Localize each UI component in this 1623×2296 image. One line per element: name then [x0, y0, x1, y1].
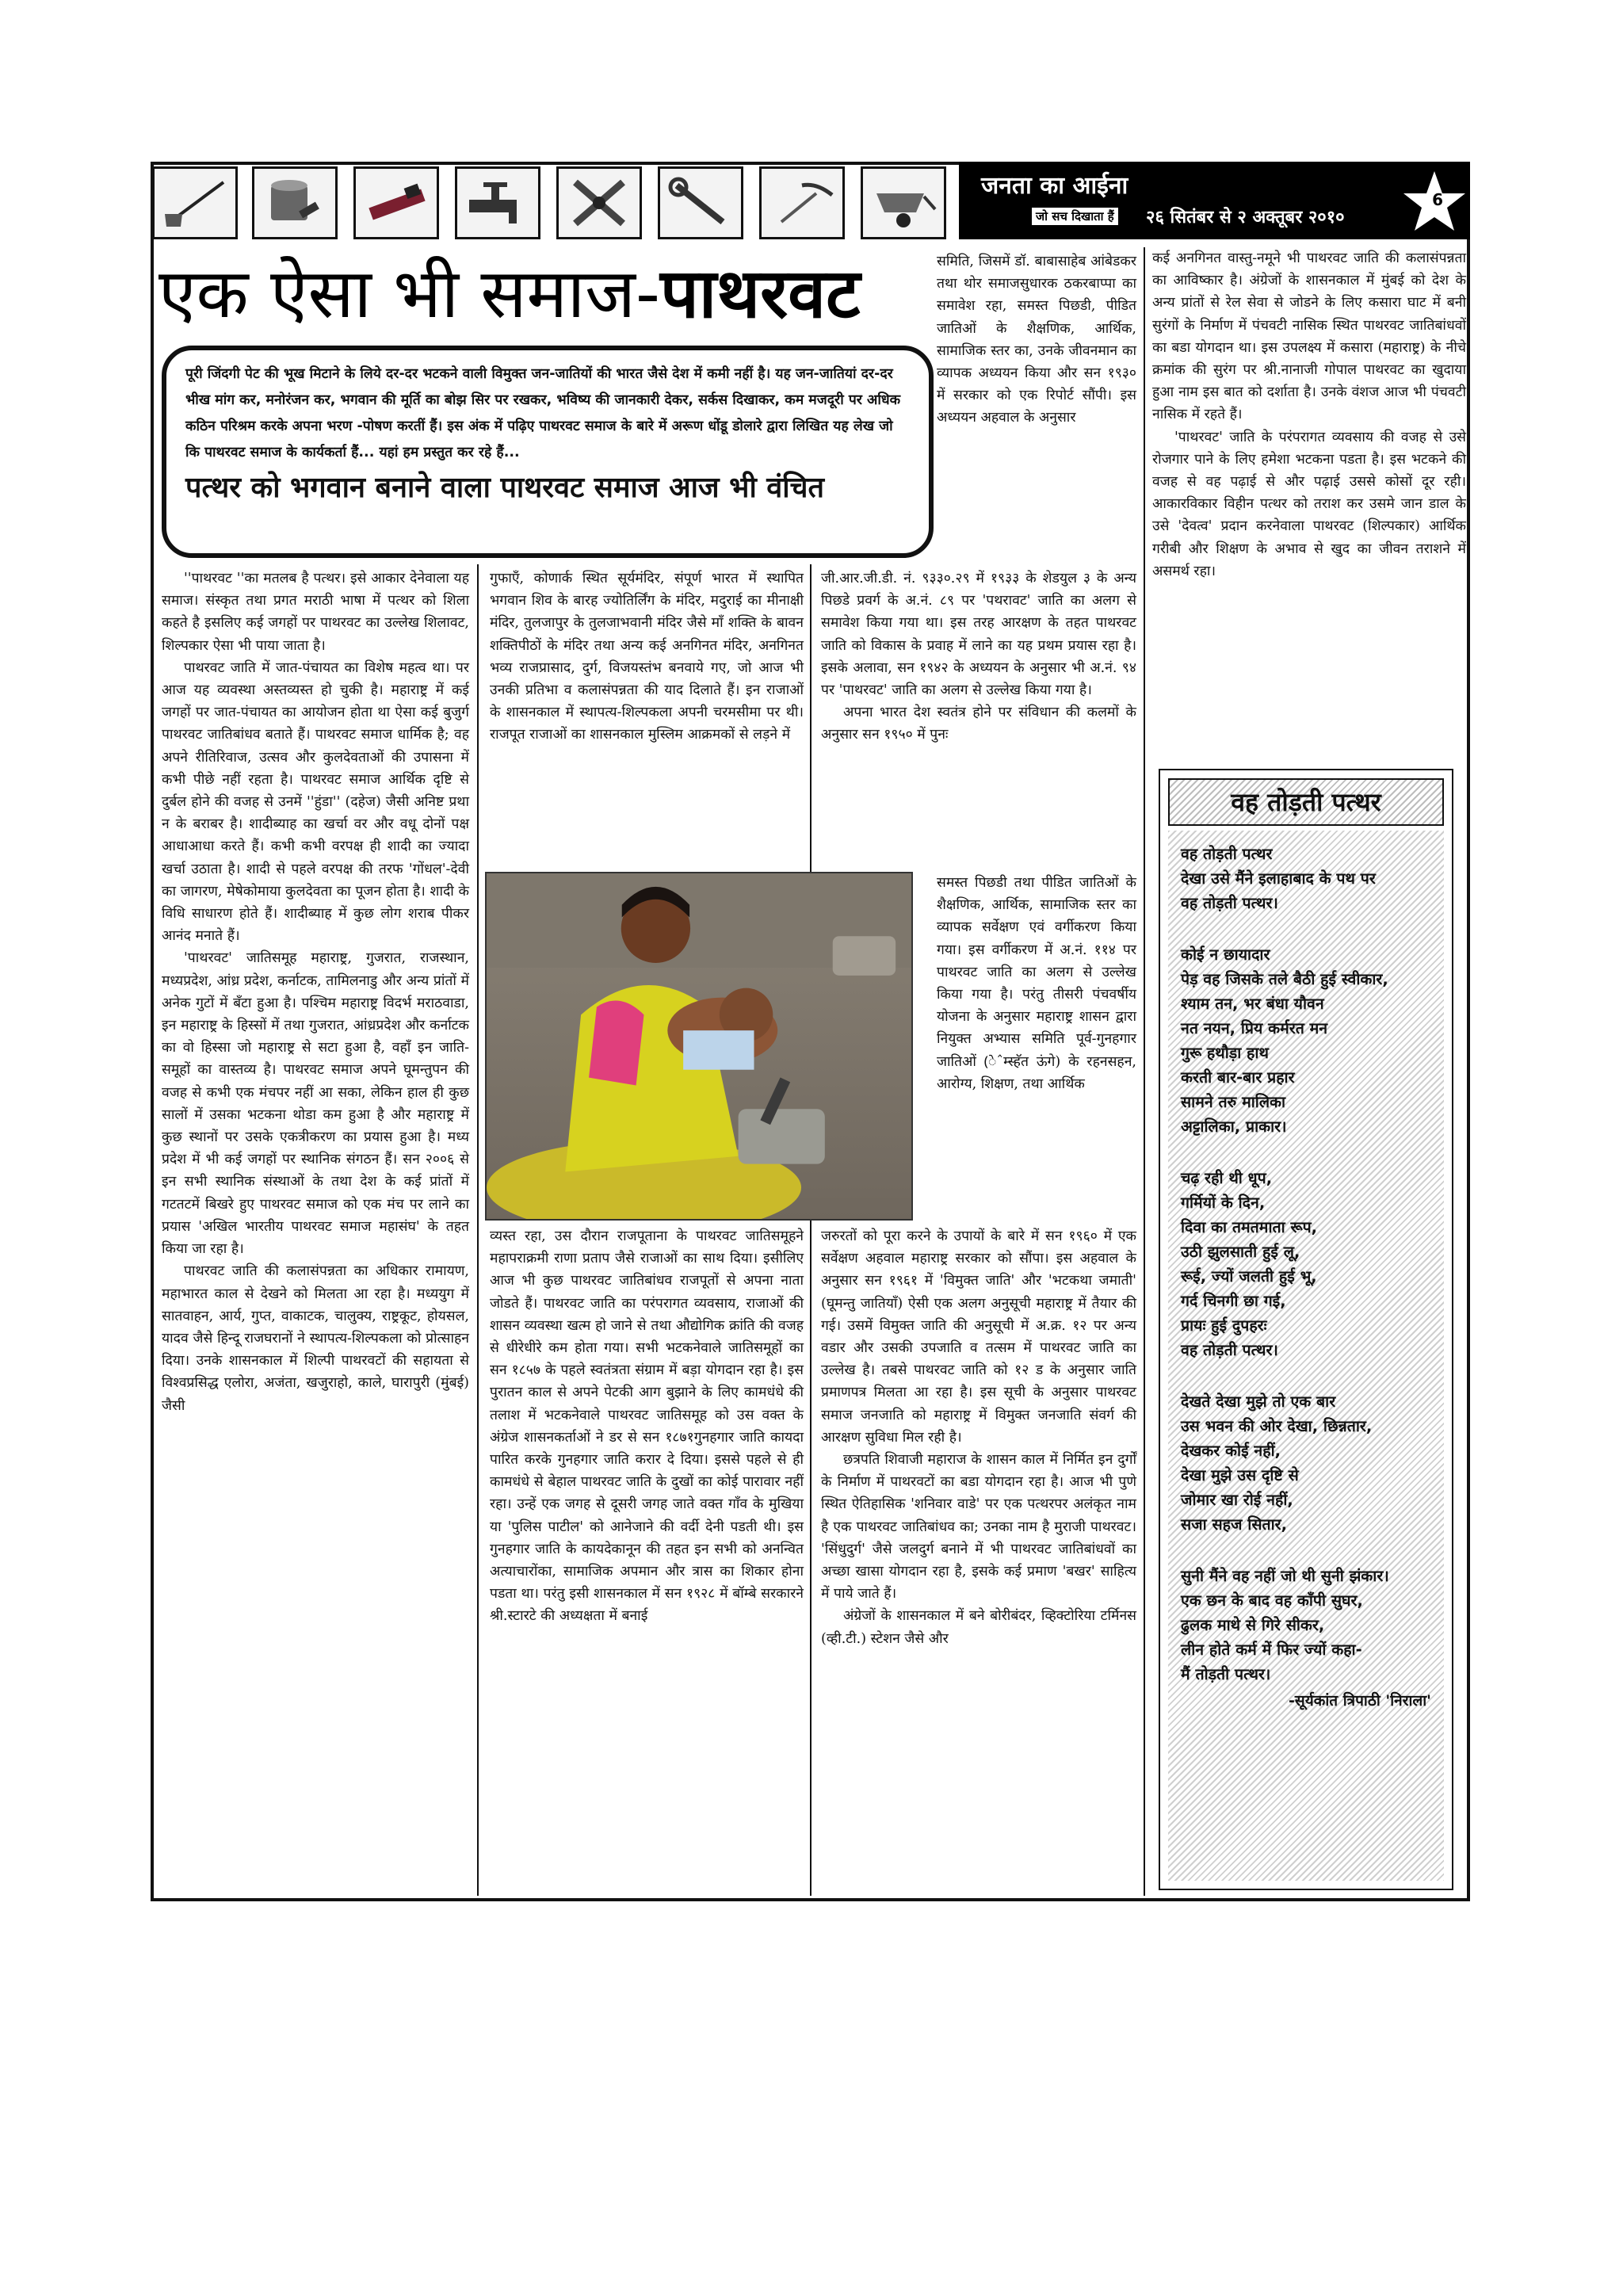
paragraph: जरुरतों को पूरा करने के उपायों के बारे में सन १९६० में एक सर्वेक्षण अहवाल महाराष्ट्र सरकार को सौंपा। इस अहवाल के अनुसार सन १९६१ में 'विमुक्त जाति' और 'भटकथा जमाती' (घूमन्तु जातियाँ) ऐसी एक अलग अनुसूची महाराष्ट्र में तैयार की गई। उसमें विमुक्त जाति की अनुसूची में अ.क्र. १२ पर अन्य वडार और उसकी उपजाति व तत्सम में पाथरवट जाति का उल्लेख है। तबसे पाथरवट जाति को १२ ड के अनुसार जाति प्रमाणपत्र मिलता आ रहा है। इस सूची के अनुसार पाथरवट समाज जनजाति को महाराष्ट्र में विमुक्त जनजाति संवर्ग की आरक्षण सुविधा मिल रही है।: [821, 1228, 1136, 1446]
poem-stanza: कोई न छायादार पेड़ वह जिसके तले बैठी हुई स्वीकार, श्याम तन, भर बंधा यौवन नत नयन, प्रिय कर्मरत मन गुरू हथौड़ा हाथ करती बार-बार प्रहार सामने तरु मालिका अट्टालिका, प्राकार।: [1181, 946, 1388, 1136]
tools-icon: [556, 166, 642, 239]
column-rule: [1144, 247, 1145, 1896]
column-rule: [477, 564, 479, 1896]
article-column-3-mid: [821, 567, 1136, 747]
article-column-3-bottom: [821, 1225, 1136, 1650]
paragraph: अपना भारत देश स्वतंत्र होने पर संविधान की कलमों के अनुसार सन १९५० में पुनः: [821, 705, 1136, 743]
paragraph: ''पाथरवट ''का मतलब है पत्थर। इसे आकार देनेवाला यह समाज। संस्कृत तथा प्रगत मराठी भाषा में पत्थर को शिला कहते है इसलिए कई जगहों पर पाथरवट का उल्लेख शिलावट, शिल्पकार ऐसा भी पाया जाता है।: [162, 571, 469, 654]
poem-title: वह तोड़ती पत्थर: [1168, 778, 1444, 826]
article-column-4: [1152, 247, 1466, 583]
poem-stanza: चढ़ रही थी धूप, गर्मियों के दिन, दिवा का तमतमाता रूप, उठी झुलसाती हुई लू, रूई, ज्यों जलती हुई भू, गर्द चिनगी छा गई, प्रायः हुई दुपहरः वह तोड़ती पत्थर।: [1181, 1169, 1318, 1359]
poem-author: -सूर्यकांत त्रिपाठी 'निराला': [1289, 1692, 1431, 1710]
wrench-icon: [658, 166, 743, 239]
paragraph: पाथरवट जाति की कलासंपन्नता का अधिकार रामायण, महाभारत काल से देखने को मिलता आ रहा है। मध्ययुग में सातवाहन, आर्य, गुप्त, वाकाटक, चालुक्य, राष्ट्रकूट, होयसल, यादव जैसे हिन्दू राजघरानों ने स्थापत्य-शिल्पकला को प्रोत्साहन दिया। उनके शासनकाल में शिल्पी पाथरवटों की सहायता से विश्वप्रसिद्ध एलोरा, अजंता, खजुराहो, काले, घारापुरी (मुंबई) जैसी: [162, 1263, 469, 1414]
poem-stanza: सुनी मैंने वह नहीं जो थी सुनी झंकार। एक छन के बाद वह काँपी सुघर, ढुलक माथे से गिरे सीकर, लीन होते कर्म में फिर ज्यों कहा- मैं तोड़ती पत्थर।: [1181, 1567, 1389, 1683]
paragraph: पाथरवट जाति में जात-पंचायत का विशेष महत्व था। पर आज यह व्यवस्था अस्तव्यस्त हो चुकी है। महाराष्ट्र में कई जगहों पर जात-पंचायत का आयोजन होता था ऐसा कई बुजुर्ग पाथरवट जातिबांधव बताते हैं। पाथरवट समाज धार्मिक है; वह अपने रीतिरिवाज, उत्सव और कुलदेवताओं की उपासना में कभी पीछे नहीं रहता है। पाथरवट समाज आर्थिक दृष्टि से दुर्बल होने की वजह से उनमें ''हुंडा'' (दहेज) जैसी अनिष्ट प्रथा न के बराबर है। शादीब्याह का खर्चा वर और वधू दोनों पक्ष आधाआधा करते हैं। कभी कभी वरपक्ष ही शादी का ज्यादा खर्चा उठाता है। शादी से पहले वरपक्ष की तरफ 'गोंधल'-देवी का जागरण, मेषेकोमाया कुलदेवता का पूजन होता है। शादी के विधि साधारण होते हैं। शादीब्याह में कुछ लोग शराब पीकर आनंद मनाते हैं।: [162, 659, 469, 945]
paragraph: समस्त पिछडी तथा पीडित जातिओं के शैक्षणिक, आर्थिक, सामाजिक स्तर का व्यापक सर्वेक्षण एवं वर्गीकरण किया गया। इस वर्गीकरण में अ.नं. ११४ पर पाथरवट जाति का अलग से उल्लेख किया गया है। परंतु तीसरी पंचवर्षीय योजना के अनुसार महाराष्ट्र शासन द्वारा नियुक्त अभ्यास समिति पूर्व-गुनहगार जातिओं (ेˆम्स्हॅत ऊंगे) के रहनसहन, आरोग्य, शिक्षण, तथा आर्थिक: [937, 875, 1136, 1092]
paragraph: छत्रपति शिवाजी महाराज के शासन काल में निर्मित इन दुर्गों के निर्माण में पाथरवटों का बडा योगदान रहा है। आज भी पुणे स्थित ऐतिहासिक 'शनिवार वाडे' पर एक पत्थरपर अलंकृत नाम है एक पाथरवट जातिबांधव का; उनका नाम है मुराजी पाथरवट। 'सिंधुदुर्ग' जैसे जलदुर्ग बनाने में भी पाथरवट जातिबांधवों का अच्छा खासा योगदान रहा है, इसके कई प्रमाण 'बखर' साहित्य में पाये जाते हैं।: [821, 1452, 1136, 1603]
paragraph: कई अनगिनत वास्तु-नमूने भी पाथरवट जाति की कलासंपन्नता का आविष्कार है। अंग्रेजों के शासनकाल में मुंबई को देश के अन्य प्रांतों से रेल सेवा से जोडने के लिए कसारा घाट में बनी सुरंगों के निर्माण में पंचवटी नासिक स्थित पाथरवट जातिबांधवों का बडा योगदान था। इस उपलक्ष्य में कसारा (महाराष्ट्र) के नीचे क्रमांक की सुरंग पर श्री.नानाजी गोपाल पाथरवट का खुदाया हुआ नाम इस बात को दर्शाता है। उनके वंशज आज भी पंचवटी नासिक में रहते हैं।: [1152, 250, 1466, 423]
newspaper-tagline: जो सच दिखाता हैं: [1032, 208, 1118, 225]
paragraph: 'पाथरवट' जातिसमूह महाराष्ट्र, गुजरात, राजस्थान, मध्यप्रदेश, आंध्र प्रदेश, कर्नाटक, तामिलनाडु और अन्य प्रांतों में अनेक गुटों में बँटा हुआ है। पश्चिम महाराष्ट्र विदर्भ मराठवाडा, इन महाराष्ट्र के हिस्सों में तथा गुजरात, आंध्रप्रदेश और कर्नाटक का वो हिस्सा जो महाराष्ट्र से सटा हुआ है, वहाँ इन जाति-समूहों का वास्तव्य है। पाथरवट समाज अपने घूमन्तुपन की वजह से कभी एक मंचपर नहीं आ सका, लेकिन हाल ही कुछ सालों में उसका भटकना थोडा कम हुआ है और महाराष्ट्र में कुछ स्थानों पर उसके एकत्रीकरण का प्रयास हुआ है। मध्य प्रदेश में भी कई जगहों पर स्थानिक संगठन हैं। सन २००६ से इन सभी स्थानिक संस्थाओं के तथा देश के कई प्रांतों में गटतटमें बिखरे हुए पाथरवट समाज को एक मंच पर लाने का प्रयास 'अखिल भारतीय पाथरवट समाज महासंघ' के तहत किया जा रहा है।: [162, 950, 469, 1258]
article-column-1: [162, 567, 469, 1417]
article-column-2-top: [490, 567, 804, 747]
page-number: 6: [1432, 190, 1443, 209]
paragraph: समिति, जिसमें डॉ. बाबासाहेब आंबेडकर तथा थोर समाजसुधारक ठकरबाप्पा का समावेश रहा, समस्त पिछडी, पीडित जातिओं के शैक्षणिक, आर्थिक, सामाजिक स्तर का, उनके जीवनमान का व्यापक अध्ययन किया और सन १९३० में सरकार को एक रिपोर्ट सौंपी। इस अध्ययन अहवाल के अनुसार: [937, 254, 1136, 426]
poem-box: [1159, 769, 1453, 1890]
paragraph: अंग्रेजों के शासनकाल में बने बोरीबंदर, व्हिक्टोरिया टर्मिनस (व्ही.टी.) स्टेशन जैसे और: [821, 1608, 1136, 1647]
hoe-icon: [152, 166, 238, 239]
newspaper-title: जनता का आईना: [981, 172, 1128, 200]
issue-date: २६ सितंबर से २ अक्तूबर २०१०: [1146, 208, 1345, 227]
article-column-3-top: [937, 250, 1136, 430]
article-column-3-beside-photo: [937, 872, 1136, 1095]
poem-stanza: देखते देखा मुझे तो एक बार उस भवन की ओर देखा, छिन्नतार, देखकर कोई नहीं, देखा मुझे उस दृष्टि से जोमार खा रोई नहीं, सजा सहज सितार,: [1181, 1392, 1373, 1534]
column-rule: [810, 564, 812, 1896]
paragraph: 'पाथरवट' जाति के परंपरागत व्यवसाय की वजह से उसे रोजगार पाने के लिए हमेशा भटकना पडता है। इस भटकने की वजह से वह पढ़ाई से और पढ़ाई उससे कोसों दूर रही। आकारविकार विहीन पत्थर को तराश कर उसमे जान डाल के उसे 'देवत्व' प्रदान करनेवाला पाथरवट (शिल्पकार) आर्थिक गरीबी और शिक्षण के अभाव से खुद का जीवन तराशने में असमर्थ रहा।: [1152, 429, 1466, 579]
paragraph: जी.आर.जी.डी. नं. ९३३०.२९ में १९३३ के शेडयुल ३ के अन्य पिछडे प्रवर्ग के अ.नं. ८९ पर 'पथरावट' जाति का अलग से समावेश किया गया था। इस तरह आरक्षण के तहत पाथरवट जाति को विकास के प्रवाह में लाने का यह प्रथम प्रयास रहा है। इसके अलावा, सन १९४२ के अध्ययन के अनुसार भी अ.नं. ९४ पर 'पाथरवट' जाति का अलग से उल्लेख किया गया है।: [821, 571, 1136, 699]
wheelbarrow-icon: [861, 166, 946, 239]
headline: पत्थर को भगवान बनाने वाला पाथरवट समाज आज भी वंचित: [185, 472, 825, 504]
article-column-2-bottom: [490, 1225, 804, 1628]
poem-stanza: वह तोड़ती पत्थर देखा उसे मैंने इलाहाबाद के पथ पर वह तोड़ती पत्थर।: [1181, 845, 1376, 912]
paint-bucket-icon: [252, 166, 338, 239]
lead-box: [162, 346, 934, 558]
article-title-part2: पाथरवट: [660, 254, 861, 334]
water-tap-icon: [455, 166, 540, 239]
article-title: [158, 250, 919, 338]
pickaxe-icon: [759, 166, 845, 239]
poem-body: [1168, 831, 1444, 1881]
paragraph: गुफाएँ, कोणार्क स्थित सूर्यमंदिर, संपूर्ण भारत में स्थापित भगवान शिव के बारह ज्योतिर्लिंग के मंदिर, मदुराई का मीनाक्षी मंदिर, तुलजापुर के तुलजाभवानी मंदिर जैसे माँ शक्ति के बावन शक्तिपीठों के मंदिर तथा अन्य कई अनगिनत मंदिर, अनगिनत भव्य राजप्रासाद, दुर्ग, विजयस्तंभ बनवाये गए, जो आज भी उनकी प्रतिभा व कलासंपन्नता की याद दिलाते हैं। इन राजाओं के शासनकाल में स्थापत्य-शिल्पकला अपनी चरमसीमा पर थी। राजपूत राजाओं का शासनकाल मुस्लिम आक्रमकों से लड़ने में: [490, 571, 804, 743]
chisel-icon: [353, 166, 439, 239]
paragraph: व्यस्त रहा, उस दौरान राजपूताना के पाथरवट जातिसमूहने महापराक्रमी राणा प्रताप जैसे राजाओं का साथ दिया। इसीलिए आज भी कुछ पाथरवट जातिबांधव राजपूतों से अपना नाता जोडते हैं। पाथरवट जाति का परंपरागत व्यवसाय, राजाओं की शासन व्यवस्था खत्म हो जाने से तथा औद्योगिक क्रांति की वजह से धीरेधीरे कम होता गया। सभी भटकनेवाले जातिसमूहों का सन १८५७ के पहले स्वतंत्रता संग्राम में बड़ा योगदान रहा है। इस पुरातन काल से अपने पेटकी आग बुझाने के लिए कामधंधे की तलाश में भटकनेवाले पाथरवट जातिसमूह को उस वक्त के अंग्रेज शासनकर्ताओं ने डर से सन १८७१गुनहगार जाति कायदा पारित करके गुनहगार जाति करार दे दिया। इससे पहले से ही कामधंधे से बेहाल पाथरवट जाति के दुखों का कोई पारावार नहीं रहा। उन्हें एक जगह से दूसरी जगह जाते वक्त गाँव के मुखिया या 'पुलिस पाटील' को आनेजाने की वर्दी देनी पडती थी। इस गुनहगार जाति के कायदेकानून की तहत इन सभी को अनन्वित अत्याचारोंका, सामाजिक अपमान और त्रास का शिकार होना पडता था। परंतु इसी शासनकाल में सन १९२८ में बॉम्बे सरकारने श्री.स्टारटे की अध्यक्षता में बनाई: [490, 1228, 804, 1625]
woman-breaking-stone-photo: [485, 872, 913, 1221]
masthead: [959, 162, 1470, 239]
lead-text: पूरी जिंदगी पेट की भूख मिटाने के लिये दर-दर भटकने वाली विमुक्त जन-जातियों की भारत जैसे देश में कमी नहीं है। यह जन-जातियां दर-दर भीख मांग कर, मनोरंजन कर, भगवान की मूर्ति का बोझ सिर पर रखकर, भविष्य की जानकारी देकर, सर्कस दिखाकर, कम मजदूरी पर अधिक कठिन परिश्रम करके अपना भरण -पोषण करतीं हैं। इस अंक में पढ़िए पाथरवट समाज के बारे में अरूण धोंडू डोलारे द्वारा लिखित यह लेख जो कि पाथरवट समाज के कार्यकर्ता हैं... यहां हम प्रस्तुत कर रहे हैं...: [185, 366, 901, 460]
article-title-part1: एक ऐसा भी समाज-: [158, 254, 660, 334]
